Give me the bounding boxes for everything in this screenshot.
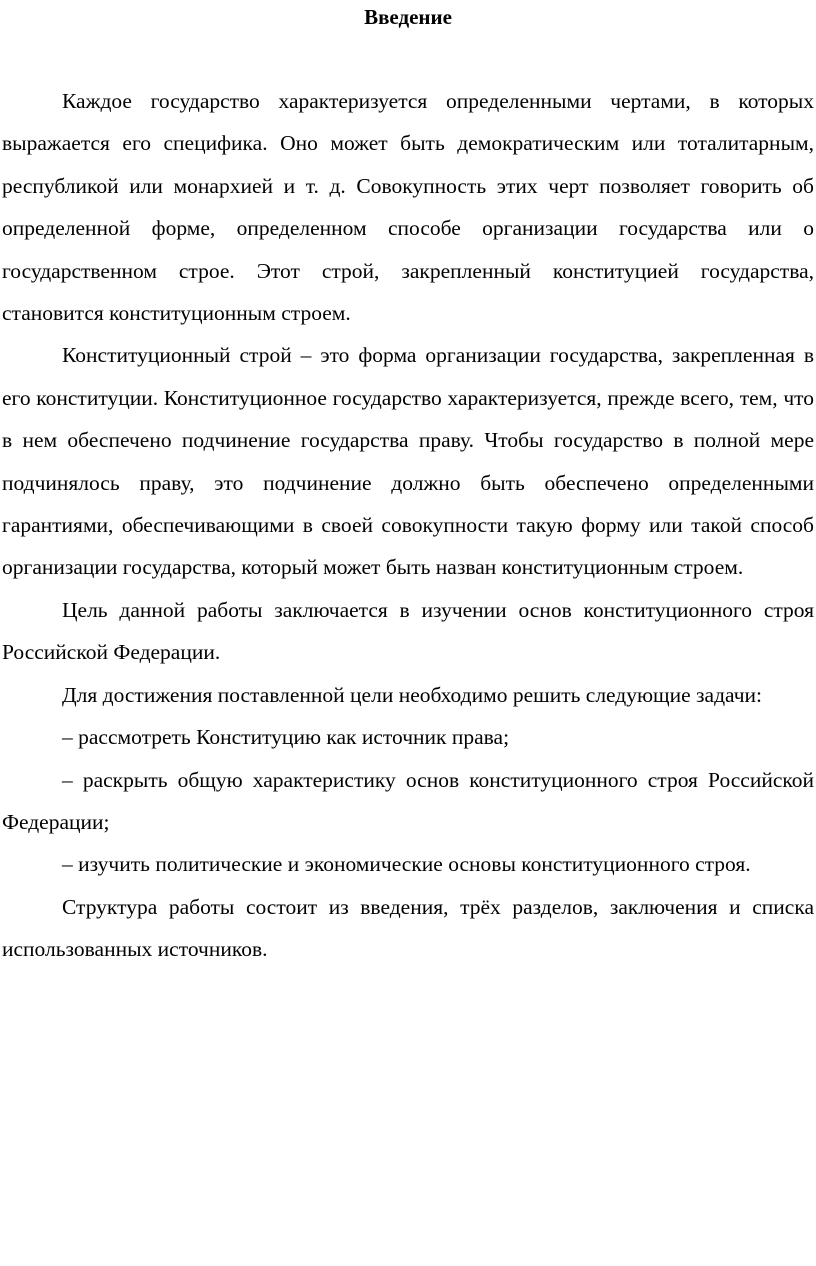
paragraph-tasks-intro: Для достижения поставленной цели необходимо решить следующие задачи: xyxy=(62,682,762,707)
paragraph-intro: Каждое государство характеризуется определенными чертами, в которых выражается его специфика. Оно может быть демократическим или тоталитарным, республикой или монархией и т. д. Совокупность этих черт позволяет говорить об определенной форме, определенном способе организации государства или о государственном строе. Этот строй, закрепленный конституцией государства, становится конституционным строем. xyxy=(2,89,814,326)
list-item-task-2: – раскрыть общую характеристику основ конституционного строя Российской Федерации; xyxy=(2,767,814,834)
list-item-task-1: – рассмотреть Конституцию как источник права; xyxy=(62,725,510,750)
paragraph-definition: Конституционный строй – это форма организации государства, закрепленная в его конституции. Конституционное государство характеризуется, прежде всего, тем, что в нем обеспечено подчинение государства праву. Чтобы государство в полной мере подчинялось праву, это подчинение должно быть обеспечено определенными гарантиями, обеспечивающими в своей совокупности такую форму или такой способ организации государства, который может быть назван конституционным строем. xyxy=(2,343,814,580)
page-title: Введение xyxy=(364,5,452,29)
list-item-task-3: – изучить политические и экономические основы конституционного строя. xyxy=(62,852,751,877)
paragraph-goal: Цель данной работы заключается в изучении основ конституционного строя Российской Федерации. xyxy=(2,597,814,665)
paragraph-structure: Структура работы состоит из введения, трёх разделов, заключения и списка использованных источников. xyxy=(2,894,814,962)
document-body xyxy=(2,80,814,971)
